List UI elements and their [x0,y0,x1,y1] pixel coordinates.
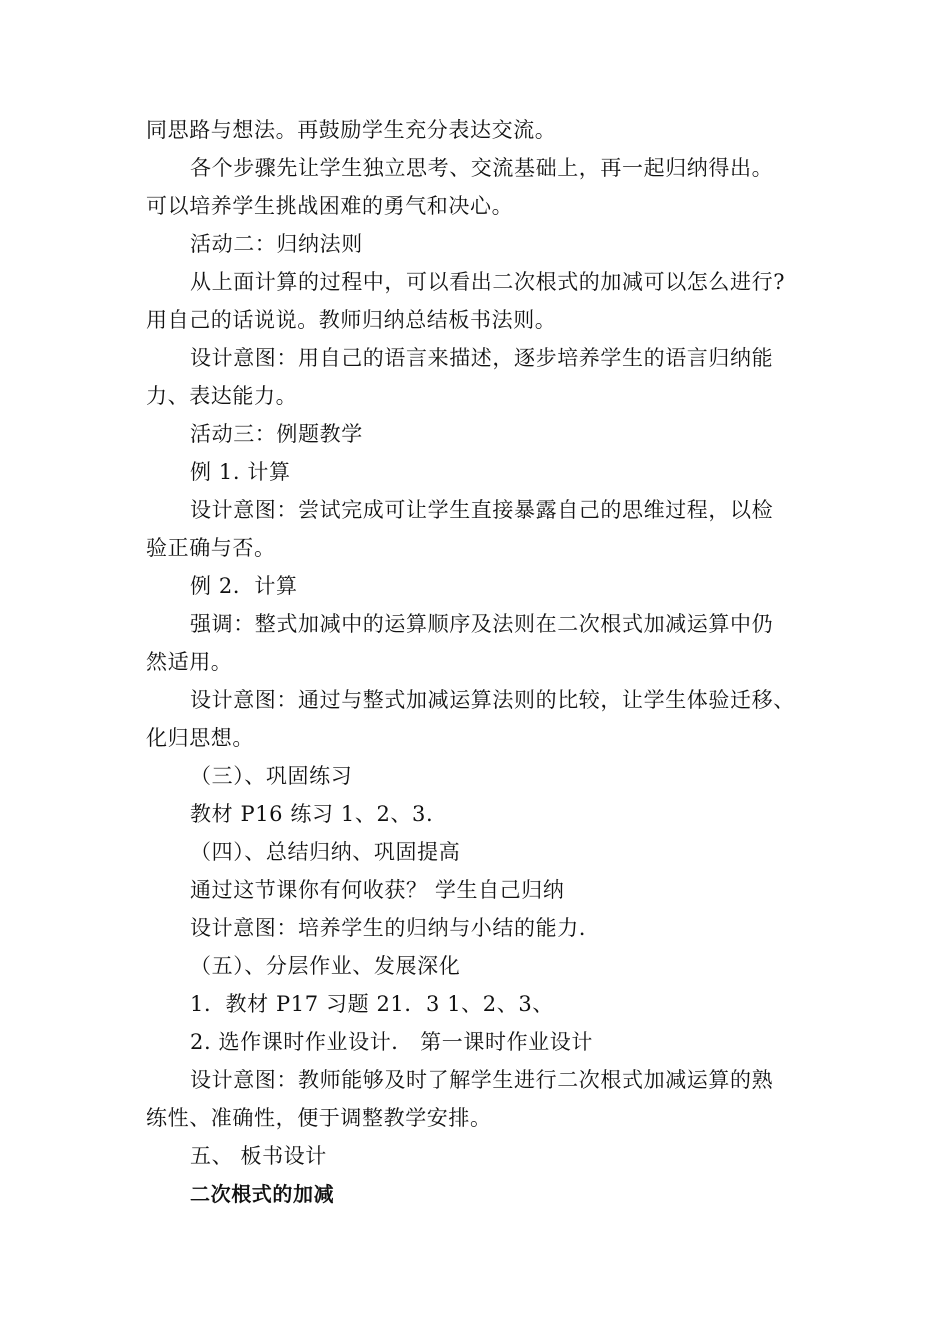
text-line: 设计意图：通过与整式加减运算法则的比较，让学生体验迁移、 [190,688,795,712]
section-heading: （五）、分层作业、发展深化 [190,954,461,978]
text-line: 可以培养学生挑战困难的勇气和决心。 [146,194,514,218]
text-line: 同思路与想法。再鼓励学生充分表达交流。 [146,118,557,142]
text-line: 练性、准确性，便于调整教学安排。 [146,1106,492,1130]
text-line: 化归思想。 [146,726,254,750]
text-line: 强调：整式加减中的运算顺序及法则在二次根式加减运算中仍 [190,612,774,636]
text-line: 设计意图：培养学生的归纳与小结的能力. [190,916,587,940]
text-line: 验正确与否。 [146,536,276,560]
text-line: 1．教材 P17 习题 21．3 1、2、3、 [190,992,554,1016]
text-line: 力、表达能力。 [146,384,298,408]
section-heading: 活动二：归纳法则 [190,232,363,256]
text-line: 设计意图：尝试完成可让学生直接暴露自己的思维过程，以检 [190,498,774,522]
board-title: 二次根式的加减 [190,1182,335,1206]
section-heading: （三）、巩固练习 [190,764,353,788]
section-heading: （四）、总结归纳、巩固提高 [190,840,461,864]
text-line: 然适用。 [146,650,233,674]
text-line: 例 2．计算 [190,574,298,598]
text-line: 设计意图：教师能够及时了解学生进行二次根式加减运算的熟 [190,1068,774,1092]
text-line: 各个步骤先让学生独立思考、交流基础上，再一起归纳得出。 [190,156,774,180]
section-heading: 活动三：例题教学 [190,422,363,446]
section-heading: 五、 板书设计 [190,1144,327,1168]
text-line: 例 1. 计算 [190,460,291,484]
text-line: 2. 选作课时作业设计． 第一课时作业设计 [190,1030,593,1054]
text-line: 从上面计算的过程中，可以看出二次根式的加减可以怎么进行? [190,270,786,294]
text-line: 设计意图：用自己的语言来描述，逐步培养学生的语言归纳能 [190,346,774,370]
text-line: 通过这节课你有何收获？ 学生自己归纳 [190,878,565,902]
text-line: 用自己的话说说。教师归纳总结板书法则。 [146,308,557,332]
text-line: 教材 P16 练习 1、2、3. [190,802,434,826]
